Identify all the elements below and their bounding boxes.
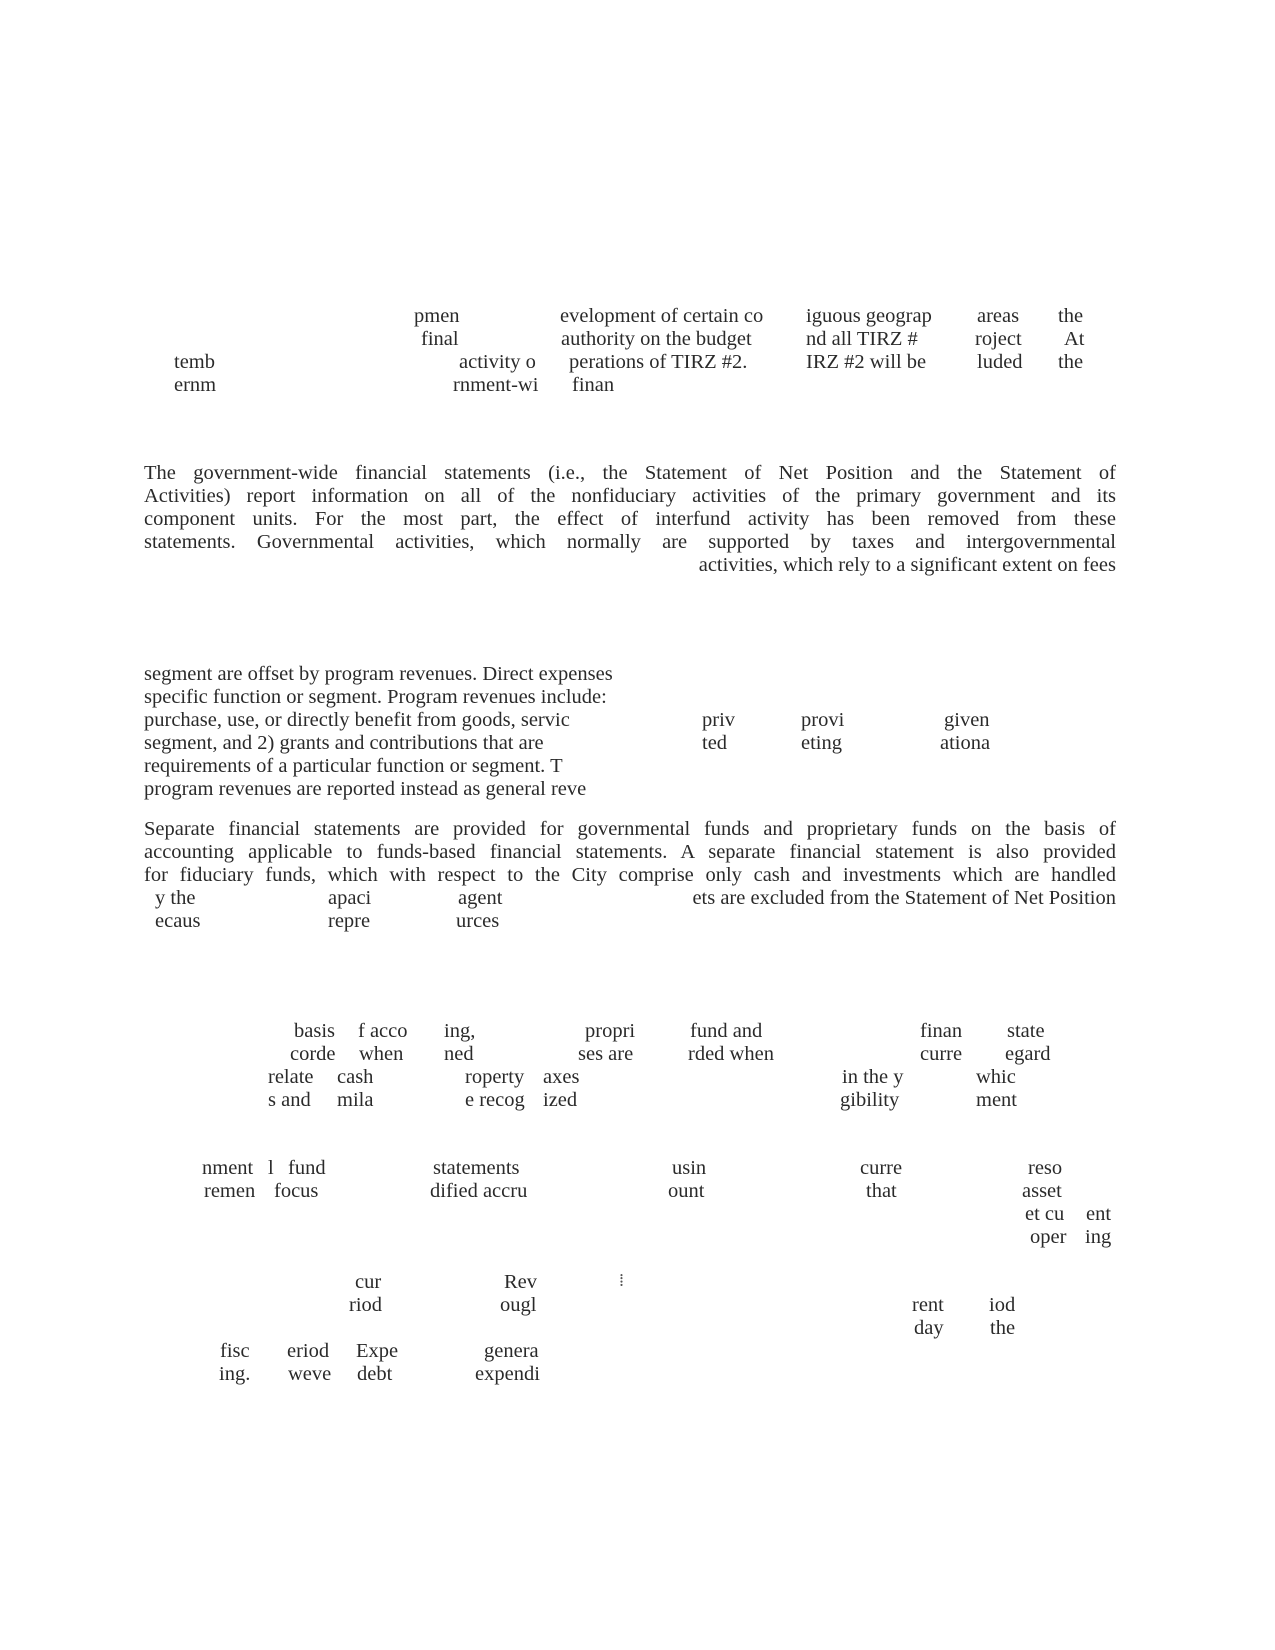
s1-frag-luded: luded: [977, 351, 1023, 373]
paragraph-line: statements. Governmental activities, which normally are supported by taxes and intergovernmental: [144, 531, 1116, 553]
s5-frag: e recog: [465, 1089, 525, 1111]
s5-frag: whic: [976, 1066, 1016, 1088]
s4-frag-apaci: apaci: [328, 887, 372, 909]
government-wide-paragraph: [144, 462, 1116, 554]
s3-frag-eting: eting: [801, 732, 842, 754]
s6-frag: fund: [288, 1157, 326, 1179]
paragraph-line: Separate financial statements are provided for governmental funds and proprietary funds on the basis of: [144, 818, 1116, 840]
s8-frag: ing.: [219, 1363, 251, 1385]
s5-frag: ing,: [444, 1020, 476, 1042]
paragraph-line: specific function or segment. Program revenues include:: [144, 686, 607, 708]
paragraph-line: The government-wide financial statements (i.e., the Statement of Net Position and the Statement of: [144, 462, 1116, 484]
s4-frag-urces: urces: [456, 910, 500, 932]
s5-frag: f acco: [358, 1020, 408, 1042]
paragraph-line: for fiduciary funds, which with respect to the City comprise only cash and investments which are handled: [144, 864, 1116, 886]
paragraph-line: component units. For the most part, the effect of interfund activity has been removed from these: [144, 508, 1116, 530]
s5-frag: in the y: [842, 1066, 904, 1088]
s1-frag-at: At: [1064, 328, 1085, 350]
s6-frag: et cu: [1025, 1203, 1065, 1225]
s5-frag: cash: [337, 1066, 374, 1088]
separate-statements-paragraph: [144, 818, 1116, 887]
s7-frag: ougl: [500, 1294, 537, 1316]
s7-frag: riod: [349, 1294, 383, 1316]
s1-frag-final: final: [421, 328, 459, 350]
s5-frag: axes: [543, 1066, 580, 1088]
s8-frag: fisc: [220, 1340, 250, 1362]
s6-frag: l: [268, 1157, 274, 1179]
s6-frag: curre: [860, 1157, 903, 1179]
s1-frag-ernm: ernm: [174, 374, 217, 396]
s1-frag-the-1: the: [1058, 305, 1084, 327]
s6-frag: ing: [1085, 1226, 1112, 1248]
s6-frag: statements: [433, 1157, 520, 1179]
paragraph-line-partial: ets are excluded from the Statement of Net Position: [692, 887, 1116, 909]
s7-frag: iod: [989, 1294, 1016, 1316]
s5-frag: rded when: [688, 1043, 774, 1065]
s6-frag: asset: [1022, 1180, 1062, 1202]
s3-frag-provi: provi: [801, 709, 845, 731]
s5-frag: finan: [920, 1020, 963, 1042]
s5-frag: gibility: [840, 1089, 900, 1111]
s8-frag: eriod: [287, 1340, 330, 1362]
s1-frag-development: evelopment of certain co: [560, 305, 764, 327]
program-revenues-paragraph: [144, 663, 613, 801]
s6-frag: ent: [1086, 1203, 1112, 1225]
s6-frag: ount: [668, 1180, 705, 1202]
s1-frag-temb: temb: [174, 351, 215, 373]
s3-frag-given: given: [944, 709, 990, 731]
s6-frag: nment: [202, 1157, 254, 1179]
paragraph-line: segment, and 2) grants and contributions that are: [144, 732, 544, 754]
s5-frag: corde: [290, 1043, 336, 1065]
s6-frag: reso: [1028, 1157, 1063, 1179]
s8-frag: weve: [288, 1363, 332, 1385]
s7-frag: Rev: [504, 1271, 538, 1293]
s5-frag: when: [359, 1043, 404, 1065]
s5-frag: s and: [268, 1089, 311, 1111]
s4-frag-repre: repre: [328, 910, 371, 932]
s5-frag: ned: [444, 1043, 474, 1065]
s1-frag-operations: perations of TIRZ #2.: [569, 351, 748, 373]
paragraph-line: program revenues are reported instead as general reve: [144, 778, 587, 800]
s5-frag: roperty: [465, 1066, 525, 1088]
s7-frag: cur: [355, 1271, 382, 1293]
paragraph-line-tail: activities, which rely to a significant extent on fees: [698, 554, 1116, 576]
s7-frag: day: [914, 1317, 944, 1339]
s8-frag: expendi: [475, 1363, 540, 1385]
s7-frag: the: [990, 1317, 1016, 1339]
s1-frag-the-2: the: [1058, 351, 1084, 373]
s5-frag: ment: [976, 1089, 1017, 1111]
s8-frag: Expe: [356, 1340, 399, 1362]
s6-frag: remen: [204, 1180, 256, 1202]
s7-frag: rent: [912, 1294, 944, 1316]
s5-frag: curre: [920, 1043, 963, 1065]
s8-frag: genera: [484, 1340, 539, 1362]
paragraph-line: purchase, use, or directly benefit from goods, servic: [144, 709, 570, 731]
s5-frag: ses are: [578, 1043, 634, 1065]
paragraph-line: requirements of a particular function or segment. T: [144, 755, 563, 777]
s8-frag: debt: [357, 1363, 393, 1385]
s5-frag: egard: [1005, 1043, 1051, 1065]
paragraph-line: accounting applicable to funds-based financial statements. A separate financial statement is also provided: [144, 841, 1116, 863]
s5-frag: mila: [337, 1089, 374, 1111]
paragraph-line: segment are offset by program revenues. Direct expenses: [144, 663, 613, 685]
s6-frag: focus: [274, 1180, 319, 1202]
s1-frag-roject: roject: [975, 328, 1022, 350]
s1-frag-tirz: nd all TIRZ #: [806, 328, 918, 350]
s4-frag-y-the: y the: [155, 887, 196, 909]
s3-frag-ted: ted: [702, 732, 728, 754]
s1-frag-finan: finan: [572, 374, 615, 396]
s3-frag-priv: priv: [702, 709, 736, 731]
s5-frag: propri: [585, 1020, 636, 1042]
s6-frag: oper: [1030, 1226, 1067, 1248]
s5-frag: fund and: [690, 1020, 763, 1042]
s1-frag-pmen: pmen: [414, 305, 460, 327]
s4-frag-agent: agent: [458, 887, 503, 909]
s6-frag: usin: [672, 1157, 707, 1179]
s1-frag-authority: authority on the budget: [561, 328, 752, 350]
s5-frag: relate: [268, 1066, 314, 1088]
s5-frag: ized: [543, 1089, 578, 1111]
s4-frag-ecaus: ecaus: [155, 910, 201, 932]
s5-frag: state: [1007, 1020, 1045, 1042]
paragraph-line: Activities) report information on all of the nonfiduciary activities of the primary government and its: [144, 485, 1116, 507]
s1-frag-activity: activity o: [459, 351, 536, 373]
s6-frag: dified accru: [430, 1180, 528, 1202]
s1-frag-areas: areas: [977, 305, 1020, 327]
scan-mark: ⁞: [619, 1270, 625, 1290]
s1-frag-rnment-wi: rnment-wi: [453, 374, 539, 396]
s6-frag: that: [866, 1180, 897, 1202]
s3-frag-ationa: ationa: [940, 732, 991, 754]
s1-frag-irz-will: IRZ #2 will be: [806, 351, 927, 373]
s1-frag-iguous: iguous geograp: [806, 305, 932, 327]
s5-frag: basis: [294, 1020, 335, 1042]
